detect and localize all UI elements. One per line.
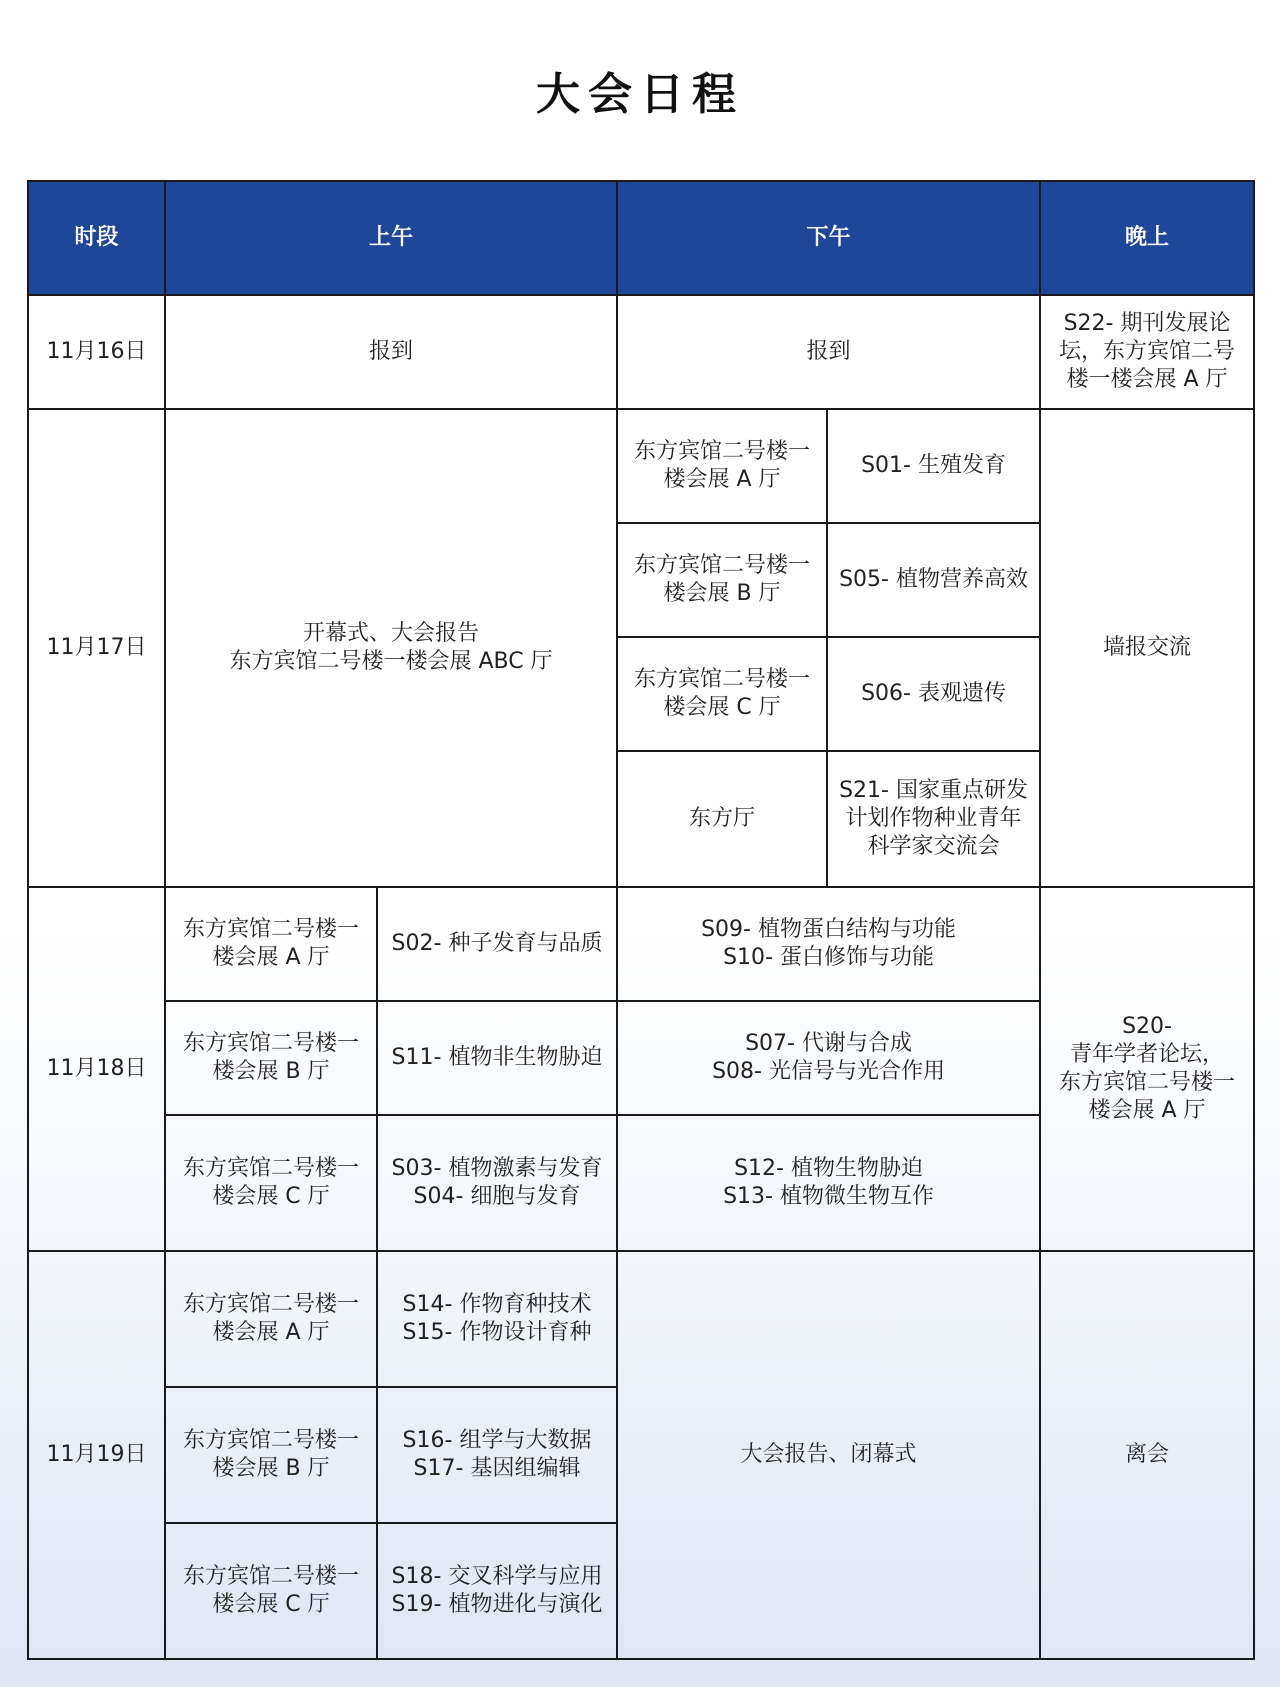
nov17-session-s21: S21- 国家重点研发 计划作物种业青年 科学家交流会 <box>827 751 1040 887</box>
nov18-morning-b: S11- 植物非生物胁迫 <box>377 1001 617 1115</box>
nov17-session-s05: S05- 植物营养高效 <box>827 523 1040 637</box>
header-period: 时段 <box>28 181 165 295</box>
nov19-afternoon: 大会报告、闭幕式 <box>617 1251 1040 1659</box>
page-title: 大会日程 <box>536 69 744 120</box>
nov19-venue-a: 东方宾馆二号楼一 楼会展 A 厅 <box>165 1251 377 1387</box>
nov17-venue-a: 东方宾馆二号楼一 楼会展 A 厅 <box>617 409 827 523</box>
nov18-afternoon-c: S12- 植物生物胁迫 S13- 植物微生物互作 <box>617 1115 1040 1251</box>
date-nov19: 11月19日 <box>28 1251 165 1659</box>
nov18-venue-a: 东方宾馆二号楼一 楼会展 A 厅 <box>165 887 377 1001</box>
nov16-evening: S22- 期刊发展论 坛，东方宾馆二号 楼一楼会展 A 厅 <box>1040 295 1254 409</box>
date-nov18: 11月18日 <box>28 887 165 1251</box>
nov18-morning-a: S02- 种子发育与品质 <box>377 887 617 1001</box>
row-nov18-a <box>28 887 1254 1001</box>
nov18-venue-c: 东方宾馆二号楼一 楼会展 C 厅 <box>165 1115 377 1251</box>
row-nov16 <box>28 295 1254 409</box>
nov19-morning-c: S18- 交叉科学与应用 S19- 植物进化与演化 <box>377 1523 617 1659</box>
nov17-venue-dongfang: 东方厅 <box>617 751 827 887</box>
date-nov16: 11月16日 <box>28 295 165 409</box>
nov19-evening: 离会 <box>1040 1251 1254 1659</box>
nov18-venue-b: 东方宾馆二号楼一 楼会展 B 厅 <box>165 1001 377 1115</box>
header-evening: 晚上 <box>1040 181 1254 295</box>
nov17-venue-b: 东方宾馆二号楼一 楼会展 B 厅 <box>617 523 827 637</box>
header-afternoon: 下午 <box>617 181 1040 295</box>
nov18-evening: S20- 青年学者论坛， 东方宾馆二号楼一 楼会展 A 厅 <box>1040 887 1254 1251</box>
schedule-table <box>27 180 1255 1660</box>
nov18-afternoon-b: S07- 代谢与合成 S08- 光信号与光合作用 <box>617 1001 1040 1115</box>
nov18-morning-c: S03- 植物激素与发育 S04- 细胞与发育 <box>377 1115 617 1251</box>
header-row <box>28 181 1254 295</box>
nov19-morning-a: S14- 作物育种技术 S15- 作物设计育种 <box>377 1251 617 1387</box>
header-morning: 上午 <box>165 181 617 295</box>
row-nov17-a <box>28 409 1254 523</box>
row-nov19-a <box>28 1251 1254 1387</box>
nov19-venue-b: 东方宾馆二号楼一 楼会展 B 厅 <box>165 1387 377 1523</box>
nov19-venue-c: 东方宾馆二号楼一 楼会展 C 厅 <box>165 1523 377 1659</box>
nov17-morning: 开幕式、大会报告 东方宾馆二号楼一楼会展 ABC 厅 <box>165 409 617 887</box>
nov16-morning: 报到 <box>165 295 617 409</box>
nov18-afternoon-a: S09- 植物蛋白结构与功能 S10- 蛋白修饰与功能 <box>617 887 1040 1001</box>
nov17-session-s01: S01- 生殖发育 <box>827 409 1040 523</box>
nov17-session-s06: S06- 表观遗传 <box>827 637 1040 751</box>
nov17-venue-c: 东方宾馆二号楼一 楼会展 C 厅 <box>617 637 827 751</box>
date-nov17: 11月17日 <box>28 409 165 887</box>
nov19-morning-b: S16- 组学与大数据 S17- 基因组编辑 <box>377 1387 617 1523</box>
nov16-afternoon: 报到 <box>617 295 1040 409</box>
nov17-evening: 墙报交流 <box>1040 409 1254 887</box>
